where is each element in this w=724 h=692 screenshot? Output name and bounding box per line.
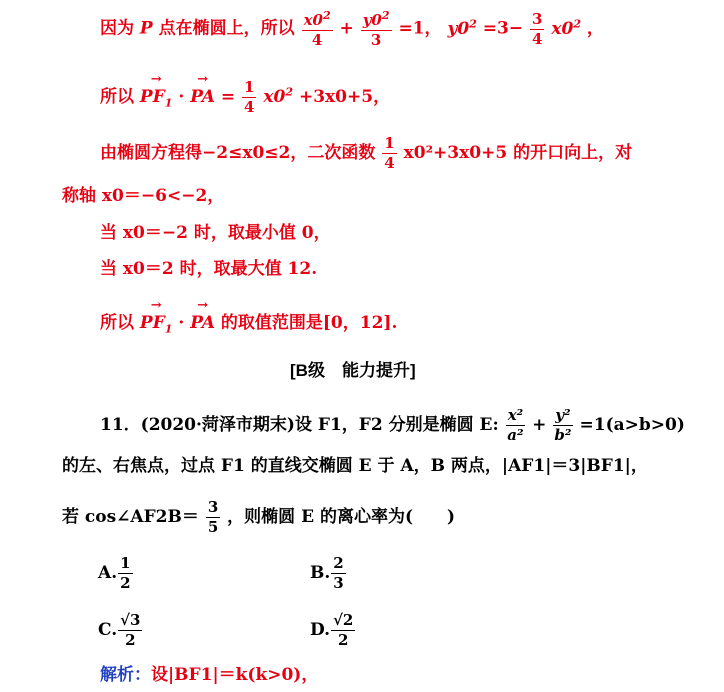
solution-line-4: 称轴 x0＝−6<−2， [62,186,225,206]
dot-product: · [178,313,185,333]
problem-line-3 [62,500,455,535]
numerator: 3 [207,498,219,516]
text: ，则椭圆 E 的离心率为( [227,507,414,527]
text: =1(a>b>0) [579,415,685,435]
fraction-y0sq-over-3 [361,10,392,48]
analysis-label: 解析： [100,665,151,685]
text: +3x0+5， [298,87,391,107]
text: 若 cos∠AF2B＝ [62,507,199,527]
vector-pa: → PA [190,86,215,108]
option-c [98,613,143,648]
option-d [310,613,356,648]
text: 11．(2020·菏泽市期末)设 F1，F2 分别是椭圆 E: [100,415,499,435]
equals: = [220,87,236,107]
denominator: 4 [311,31,323,49]
vector-pa: → PA [190,312,215,334]
fraction-x2-over-a2 [506,408,526,443]
denominator: 4 [384,154,395,172]
text: 点在椭圆上，所以 [158,18,295,39]
numerator: y² [555,406,571,424]
numerator: 3 [531,9,543,28]
solution-line-7 [100,312,397,340]
solution-line-1 [100,10,604,48]
analysis-line [100,664,318,686]
option-b [310,556,347,591]
solution-line-2 [100,80,390,115]
x0-squared: $x0^2$ [551,16,581,39]
text: =1， [398,18,442,39]
option-a [98,556,134,591]
solution-line-6: 当 x0＝2 时，取最大值 12. [100,259,318,279]
plus-sign: + [532,415,547,435]
denominator: 3 [370,31,382,49]
text: ， [586,18,604,39]
numerator: $y0^2$ [362,9,390,29]
numerator: 1 [244,78,255,96]
problem-line-2: 的左、右焦点，过点 F1 的直线交椭圆 E 于 A，B 两点，|AF1|＝3|BF1|， [62,456,648,476]
numerator: 1 [384,134,395,152]
numerator: x² [507,406,524,424]
denominator: 4 [244,98,255,116]
text: 所以 [100,87,134,107]
plus-sign: + [339,18,354,39]
y0-squared: $y0^2$ [447,16,477,39]
x0-squared: $x0^2$ [263,85,294,107]
text: ) [447,507,456,527]
fraction-x0sq-over-4 [302,10,333,48]
numerator: $x0^2$ [303,9,331,29]
fraction-3-over-4 [530,9,544,48]
text: 所以 [100,313,134,333]
denominator: 5 [207,518,219,536]
denominator: a² [507,426,524,444]
text: =3− [482,18,524,39]
fraction-3-over-5 [206,500,220,535]
option-fraction: $\frac{√2}{2}$ [333,611,354,649]
vector-pf1: → $PF_1$ [140,86,173,114]
fraction-1-over-4 [242,80,256,115]
dot-product: · [178,87,185,107]
option-fraction: $\frac{√3}{2}$ [120,611,141,649]
option-label: C. [98,620,118,640]
denominator: 4 [531,29,543,48]
fraction-y2-over-b2 [553,408,572,443]
analysis-text: 设|BF1|＝k(k>0)， [151,665,319,685]
denominator: b² [554,426,572,444]
vector-pf1: → $PF_1$ [140,312,173,340]
solution-line-5: 当 x0＝−2 时，取最小值 0， [100,223,331,243]
text: x0²+3x0+5 的开口向上，对 [403,143,633,163]
text: 的取值范围是[0，12]. [220,313,398,333]
problem-line-1 [100,408,685,443]
option-label: B. [310,563,331,583]
option-fraction: $\frac{2}{3}$ [333,554,344,592]
var-p: P [139,18,153,39]
option-label: D. [310,620,331,640]
text: 由椭圆方程得−2≤x0≤2，二次函数 [100,143,376,163]
fraction-1-over-4 [382,136,396,171]
solution-line-3 [100,136,632,171]
text: 因为 [100,18,134,39]
option-fraction: $\frac{1}{2}$ [120,554,131,592]
section-heading: [B级 能力提升] [290,361,416,380]
option-label: A. [98,563,118,583]
